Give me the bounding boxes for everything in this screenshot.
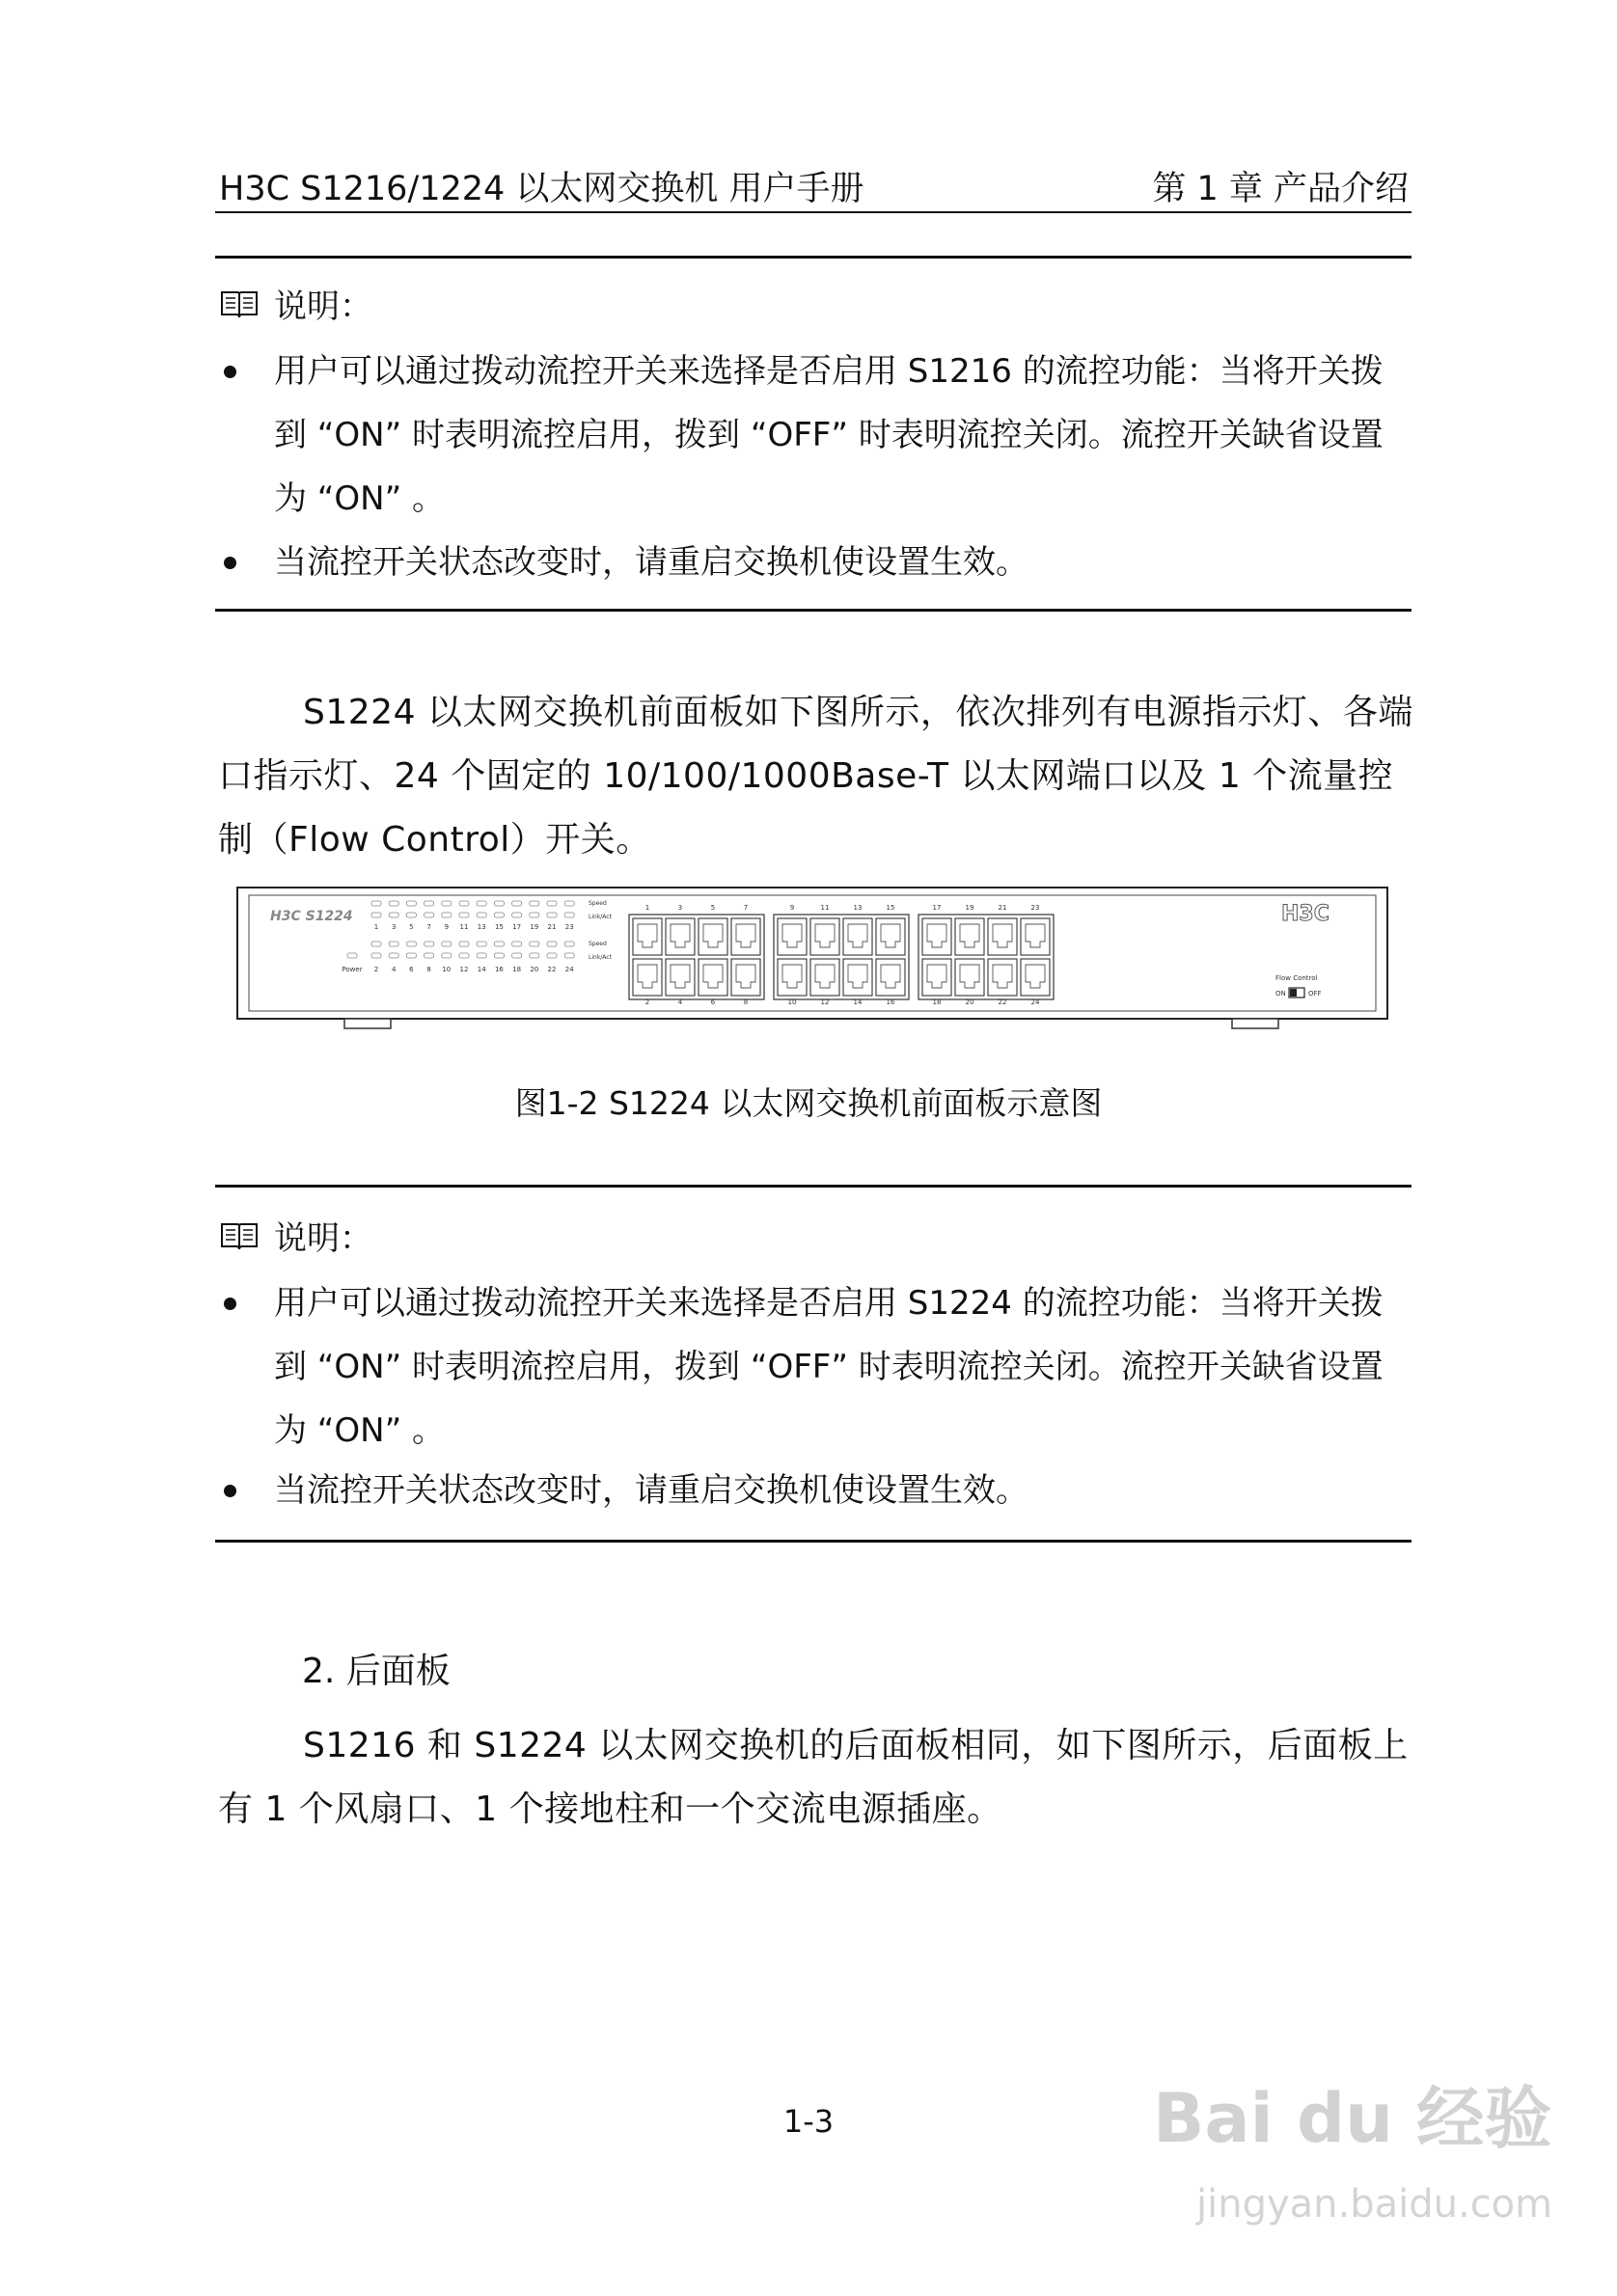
ethernet-port-icon — [810, 959, 839, 996]
port-number: 17 — [932, 904, 942, 912]
led-row-label: Link/Act — [589, 954, 612, 961]
led-number: 23 — [564, 923, 574, 931]
bullet-icon — [218, 1459, 274, 1522]
ethernet-port-icon — [876, 959, 905, 996]
led-row-label: Speed — [589, 900, 607, 907]
led-number: 9 — [444, 923, 450, 931]
bullet-icon — [218, 1271, 274, 1462]
port-number: 1 — [644, 904, 650, 912]
ethernet-port-icon — [778, 959, 807, 996]
ethernet-port-icon — [633, 918, 662, 955]
led-number: 16 — [494, 966, 504, 973]
note1-item-1 — [218, 340, 1414, 531]
led-number: 8 — [426, 966, 431, 973]
flow-control-label: Flow Control — [1275, 974, 1318, 982]
led-number: 6 — [409, 966, 414, 973]
h3c-logo: H3C — [1281, 902, 1329, 926]
port-number: 2 — [644, 998, 650, 1006]
port-number: 16 — [886, 998, 895, 1006]
led-number: 4 — [391, 966, 397, 973]
led-number: 15 — [494, 923, 504, 931]
led-number: 17 — [512, 923, 522, 931]
port-number: 7 — [743, 904, 749, 912]
note2-title: 说明： — [274, 1219, 372, 1258]
led-number: 14 — [477, 966, 486, 973]
port-number: 9 — [789, 904, 795, 912]
note2-item-1-text: 用户可以通过拨动流控开关来选择是否启用 S1224 的流控功能：当将开关拨到 “ON” 时表明流控启用，拨到 “OFF” 时表明流控关闭。流控开关缺省设置为 “ON” 。 — [274, 1284, 1384, 1450]
toggle-knob — [1290, 989, 1297, 997]
led-number: 22 — [547, 966, 557, 973]
port-number: 24 — [1030, 998, 1040, 1006]
note1-item-2 — [218, 531, 1414, 594]
on-label: ON — [1275, 990, 1286, 998]
watermark-url: jingyan.baidu.com — [1196, 2182, 1553, 2227]
note2-heading — [220, 1212, 372, 1259]
port-number: 20 — [965, 998, 974, 1006]
bullet-icon — [218, 531, 274, 594]
rear-panel-paragraph: S1216 和 S1224 以太网交换机的后面板相同，如下图所示，后面板上有 1 个风扇口、1 个接地柱和一个交流电源插座。 — [218, 1726, 1409, 1829]
port-number: 19 — [965, 904, 974, 912]
ethernet-port-icon — [955, 959, 984, 996]
header-title: H3C S1216/1224 以太网交换机 用户手册 — [219, 170, 864, 208]
ethernet-port-icon — [633, 959, 662, 996]
power-label: Power — [342, 966, 363, 973]
note1-item-1-text: 用户可以通过拨动流控开关来选择是否启用 S1216 的流控功能：当将开关拨到 “ON” 时表明流控启用，拨到 “OFF” 时表明流控关闭。流控开关缺省设置为 “ON” 。 — [274, 352, 1384, 518]
note1-item-2-text: 当流控开关状态改变时，请重启交换机使设置生效。 — [274, 543, 1028, 582]
port-number: 22 — [998, 998, 1007, 1006]
ethernet-port-icon — [922, 918, 951, 955]
led-number: 1 — [373, 923, 379, 931]
ethernet-port-icon — [843, 959, 872, 996]
ethernet-port-icon — [876, 918, 905, 955]
port-number: 3 — [677, 904, 683, 912]
led-number: 11 — [459, 923, 469, 931]
led-row-label: Link/Act — [589, 914, 612, 920]
brand-model-label: H3C S1224 — [270, 909, 353, 924]
figure-caption: 图1-2 S1224 以太网交换机前面板示意图 — [514, 1084, 1103, 1122]
led-number: 3 — [391, 923, 397, 931]
ethernet-port-icon — [666, 918, 695, 955]
page-number: 1-3 — [782, 2103, 835, 2140]
led-number: 18 — [512, 966, 522, 973]
baidu-jingyan-watermark-logo: Bai du 经验 — [1153, 2079, 1552, 2158]
note2-bottom-rule — [215, 1540, 1411, 1543]
ethernet-port-icon — [731, 959, 760, 996]
note1-heading — [220, 280, 372, 327]
port-number: 6 — [710, 998, 716, 1006]
port-number: 10 — [787, 998, 797, 1006]
led-row-label: Speed — [589, 941, 607, 947]
off-label: OFF — [1308, 990, 1322, 998]
ethernet-port-icon — [699, 959, 727, 996]
ethernet-port-icon — [988, 918, 1017, 955]
note2-top-rule — [215, 1185, 1411, 1188]
ethernet-port-icon — [666, 959, 695, 996]
note2-item-1 — [218, 1271, 1414, 1462]
ethernet-port-icon — [810, 918, 839, 955]
port-number: 12 — [820, 998, 830, 1006]
port-number: 21 — [998, 904, 1007, 912]
ethernet-port-icon — [699, 918, 727, 955]
port-number: 11 — [820, 904, 830, 912]
note1-top-rule — [215, 256, 1411, 259]
bullet-icon — [218, 340, 274, 531]
led-number: 10 — [442, 966, 452, 973]
ethernet-port-icon — [731, 918, 760, 955]
ethernet-port-icon — [922, 959, 951, 996]
port-number: 8 — [743, 998, 749, 1006]
ethernet-port-icon — [778, 918, 807, 955]
port-number: 14 — [853, 998, 863, 1006]
intro-paragraph: S1224 以太网交换机前面板如下图所示，依次排列有电源指示灯、各端口指示灯、24 个固定的 10/100/1000Base-T 以太网端口以及 1 个流量控制（Flow Control）开关。 — [218, 693, 1413, 860]
ethernet-port-icon — [843, 918, 872, 955]
note1-title: 说明： — [274, 287, 372, 326]
port-number: 5 — [710, 904, 716, 912]
note2-item-2-text: 当流控开关状态改变时，请重启交换机使设置生效。 — [274, 1471, 1028, 1510]
book-icon — [220, 288, 259, 319]
port-number: 15 — [886, 904, 895, 912]
led-number: 12 — [459, 966, 469, 973]
port-number: 18 — [932, 998, 942, 1006]
switch-front-panel-figure — [224, 872, 1401, 1055]
led-number: 21 — [547, 923, 557, 931]
led-number: 7 — [426, 923, 431, 931]
ethernet-port-icon — [955, 918, 984, 955]
header-rule — [215, 211, 1411, 213]
port-number: 23 — [1030, 904, 1040, 912]
port-number: 4 — [677, 998, 683, 1006]
led-number: 5 — [409, 923, 414, 931]
led-number: 24 — [564, 966, 574, 973]
led-number: 20 — [530, 966, 539, 973]
header-chapter: 第 1 章 产品介绍 — [1152, 170, 1409, 208]
book-icon — [220, 1220, 259, 1251]
note2-item-2 — [218, 1459, 1414, 1522]
led-number: 13 — [477, 923, 486, 931]
led-number: 19 — [530, 923, 539, 931]
section-heading: 2. 后面板 — [302, 1652, 451, 1691]
ethernet-port-icon — [1021, 918, 1050, 955]
ethernet-port-icon — [988, 959, 1017, 996]
port-number: 13 — [853, 904, 863, 912]
ethernet-port-icon — [1021, 959, 1050, 996]
led-number: 2 — [373, 966, 379, 973]
note1-bottom-rule — [215, 609, 1411, 612]
